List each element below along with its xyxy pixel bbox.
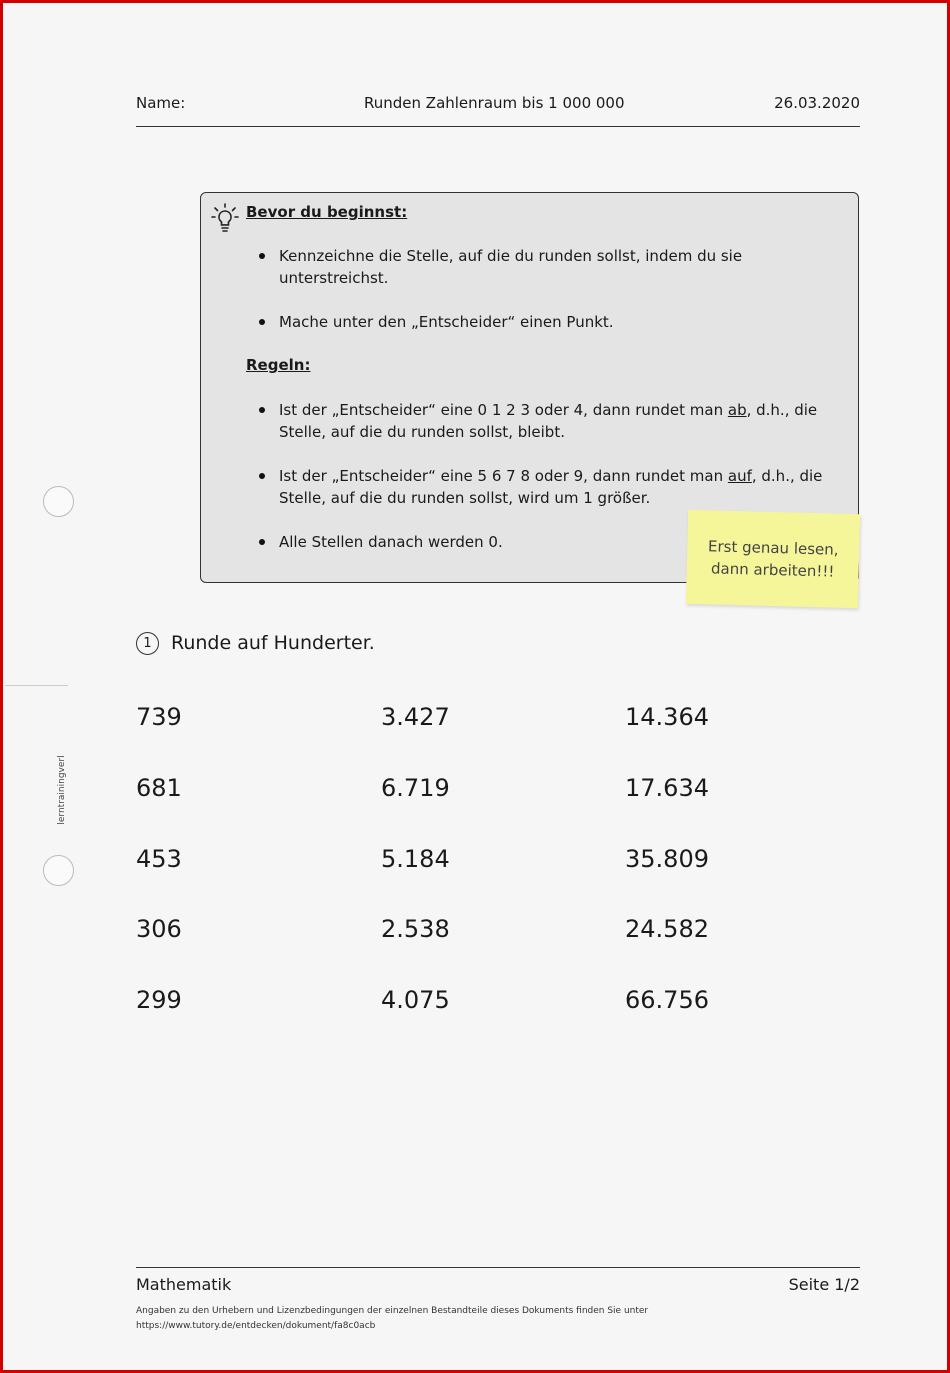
punch-hole <box>43 855 74 886</box>
rule-item: Alle Stellen danach werden 0. <box>259 531 839 553</box>
sticky-note: Erst genau lesen, dann arbeiten!!! <box>686 510 860 608</box>
rule-item: Ist der „Entscheider“ eine 5 6 7 8 oder 9, dann rundet man auf, d.h., die Stelle, auf die du runden sollst, wird um 1 größer. <box>259 465 839 509</box>
number-item: 453 <box>136 845 182 873</box>
number-item: 3.427 <box>381 703 450 731</box>
number-item: 681 <box>136 774 182 802</box>
number-item: 4.075 <box>381 986 450 1014</box>
worksheet-date: 26.03.2020 <box>774 94 860 112</box>
footer-page-number: Seite 1/2 <box>788 1275 860 1294</box>
lightbulb-icon <box>211 203 239 233</box>
round-down-keyword: ab <box>727 401 747 419</box>
number-item: 14.364 <box>625 703 709 731</box>
number-item: 17.634 <box>625 774 709 802</box>
name-label: Name: <box>136 94 186 112</box>
footer-divider <box>136 1267 860 1268</box>
number-item: 6.719 <box>381 774 450 802</box>
side-label: lerntrainingverl <box>57 755 67 825</box>
number-item: 2.538 <box>381 915 450 943</box>
fold-mark <box>5 685 68 686</box>
worksheet-header <box>136 92 860 127</box>
before-start-heading: Bevor du beginnst: <box>246 203 408 221</box>
rules-heading: Regeln: <box>246 356 311 374</box>
rule-item: Ist der „Entscheider“ eine 0 1 2 3 oder 4, dann rundet man ab, d.h., die Stelle, auf die du runden sollst, bleibt. <box>259 399 839 443</box>
step-item: Mache unter den „Entscheider“ einen Punkt. <box>259 311 839 333</box>
number-item: 66.756 <box>625 986 709 1014</box>
step-item: Kennzeichne die Stelle, auf die du runden sollst, indem du sie unterstreichst. <box>259 245 839 289</box>
task-number: 1 <box>136 632 159 655</box>
round-up-keyword: auf <box>727 467 752 485</box>
steps-list <box>259 245 839 333</box>
license-link[interactable]: https://www.tutory.de/entdecken/dokument/fa8c0acb <box>136 1321 376 1331</box>
number-item: 299 <box>136 986 182 1014</box>
number-item: 35.809 <box>625 845 709 873</box>
worksheet-title: Runden Zahlenraum bis 1 000 000 <box>364 94 625 112</box>
number-item: 306 <box>136 915 182 943</box>
task-text: Runde auf Hunderter. <box>171 632 375 654</box>
task-instruction <box>136 632 375 655</box>
number-item: 5.184 <box>381 845 450 873</box>
footer-subject: Mathematik <box>136 1275 232 1294</box>
footer-license-note: Angaben zu den Urhebern und Lizenzbedingungen der einzelnen Bestandteile dieses Dokuments finden Sie unter https://www.tutory.de/entdecken/dokument/fa8c0acb <box>136 1304 648 1334</box>
number-item: 739 <box>136 703 182 731</box>
number-item: 24.582 <box>625 915 709 943</box>
punch-hole <box>43 486 74 517</box>
